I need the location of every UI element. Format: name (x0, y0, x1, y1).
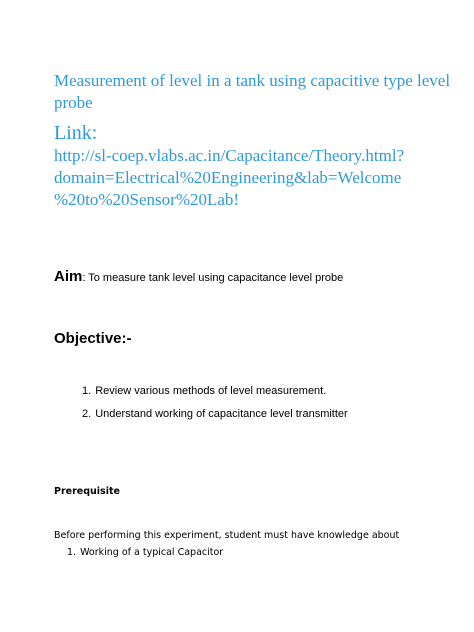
list-text: Working of a typical Capacitor (80, 547, 224, 558)
objectives-list (82, 384, 348, 421)
prerequisites-list (67, 547, 223, 558)
aim-label: Aim (54, 268, 83, 285)
prerequisite-heading: Prerequisite (54, 486, 120, 497)
link-section (54, 121, 464, 211)
list-number: 1. (82, 385, 92, 397)
document-title: Measurement of level in a tank using capacitive type level probe (54, 71, 451, 112)
aim-text: : To measure tank level using capacitance level probe (82, 272, 344, 284)
list-item (82, 407, 348, 421)
list-item (82, 384, 348, 398)
list-text: Understand working of capacitance level transmitter (95, 408, 348, 420)
prerequisite-intro: Before performing this experiment, student must have knowledge about (54, 530, 400, 541)
list-number: 1. (67, 547, 77, 558)
objective-heading: Objective:- (54, 330, 132, 347)
list-number: 2. (82, 408, 92, 420)
aim-line (54, 268, 343, 285)
link-label: Link: (54, 122, 98, 144)
list-item (67, 547, 223, 558)
list-text: Review various methods of level measurement. (95, 385, 327, 397)
reference-link[interactable]: http://sl-coep.vlabs.ac.in/Capacitance/Theory.html? domain=Electrical%20Engineering&lab=Welcome %20to%20Sensor%20Lab! (54, 146, 405, 209)
